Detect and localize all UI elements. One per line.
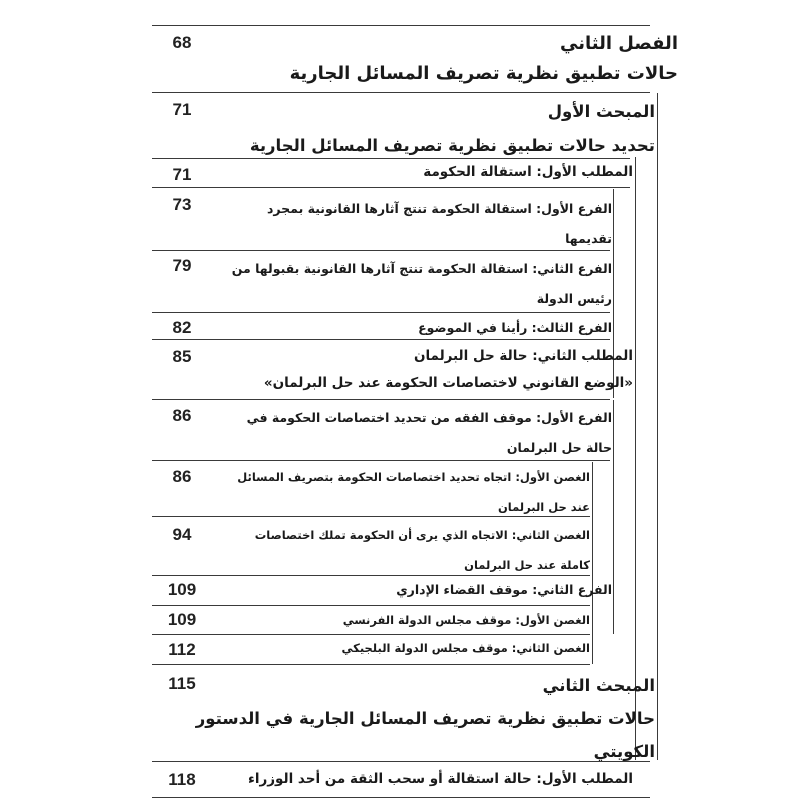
toc-entry-title-line: «الوضع القانوني لاختصاصات الحكومة عند حل البرلمان» <box>263 375 633 391</box>
page-number: 71 <box>172 100 192 119</box>
divider <box>152 399 610 400</box>
toc-entry-title-line: حالات تطبيق نظرية تصريف المسائل الجارية في الدستور <box>195 709 655 728</box>
page-number: 79 <box>172 256 192 275</box>
page-number: 68 <box>172 33 192 52</box>
page-number: 118 <box>168 770 196 789</box>
toc-entry-title-line: الفصل الثاني <box>560 33 678 54</box>
toc-entry-title-line: الغصن الثاني: موقف مجلس الدولة البلجيكي <box>341 641 590 655</box>
toc-entry-title-line: المطلب الثاني: حالة حل البرلمان <box>413 348 633 364</box>
indent-rule <box>613 400 614 634</box>
page-number: 94 <box>172 525 192 544</box>
toc-entry-title-line: الغصن الثاني: الاتجاه الذي يرى أن الحكومة تملك اختصاصات <box>254 528 590 542</box>
page-number: 112 <box>168 640 196 659</box>
page-number: 71 <box>172 165 192 184</box>
divider <box>152 634 590 635</box>
toc-entry-title-line: الفرع الثاني: موقف القضاء الإداري <box>396 582 612 597</box>
toc-entry-title-line: الفرع الثالث: رأينا في الموضوع <box>418 320 612 335</box>
toc-entry-title-line: رئيس الدولة <box>536 291 612 306</box>
divider <box>152 250 610 251</box>
page-number: 86 <box>172 467 192 486</box>
divider <box>152 187 630 188</box>
toc-entry-title-line: كاملة عند حل البرلمان <box>464 558 590 572</box>
toc-entry-title-line: حالات تطبيق نظرية تصريف المسائل الجارية <box>289 63 678 84</box>
page-number: 115 <box>168 674 196 693</box>
toc-entry-title-line: الغصن الأول: موقف مجلس الدولة الفرنسي <box>342 613 590 627</box>
toc-entry-title-line: تحديد حالات تطبيق نظرية تصريف المسائل الجارية <box>249 136 655 155</box>
toc-entry-title-line: المطلب الأول: حالة استقالة أو سحب الثقة من أحد الوزراء <box>247 771 633 787</box>
page-number: 73 <box>172 195 192 214</box>
toc-entry-title-line: حالة حل البرلمان <box>506 440 612 455</box>
page-number: 86 <box>172 406 192 425</box>
page-number: 82 <box>172 318 192 337</box>
toc-entry-title-line: الغصن الأول: اتجاه تحديد اختصاصات الحكومة بتصريف المسائل <box>237 470 590 484</box>
toc-entry-title-line: المبحث الأول <box>547 102 655 121</box>
toc-entry-title-line: تقديمها <box>565 231 612 246</box>
toc-entry-title-line: المطلب الأول: استقالة الحكومة <box>423 164 633 180</box>
divider <box>152 605 590 606</box>
toc-entry-title-line: الفرع الثاني: استقالة الحكومة تنتج آثارها القانونية بقبولها من <box>231 261 612 276</box>
divider <box>152 92 650 93</box>
indent-rule <box>657 93 658 760</box>
indent-rule <box>592 462 593 664</box>
page-number: 85 <box>172 347 192 366</box>
divider <box>152 797 650 798</box>
divider <box>152 761 650 762</box>
page-number: 109 <box>167 610 197 629</box>
toc-entry-title-line: المبحث الثاني <box>542 676 655 695</box>
toc-entry-title-line: الكويتي <box>593 742 655 761</box>
toc-entry-title-line: الفرع الأول: موقف الفقه من تحديد اختصاصات الحكومة في <box>246 410 612 425</box>
toc-entry-title-line: الفرع الأول: استقالة الحكومة تنتج آثارها القانونية بمجرد <box>266 201 612 216</box>
page-number: 109 <box>167 580 197 599</box>
divider <box>152 664 590 665</box>
divider <box>152 25 650 26</box>
toc-entry-title-line: عند حل البرلمان <box>497 500 590 514</box>
